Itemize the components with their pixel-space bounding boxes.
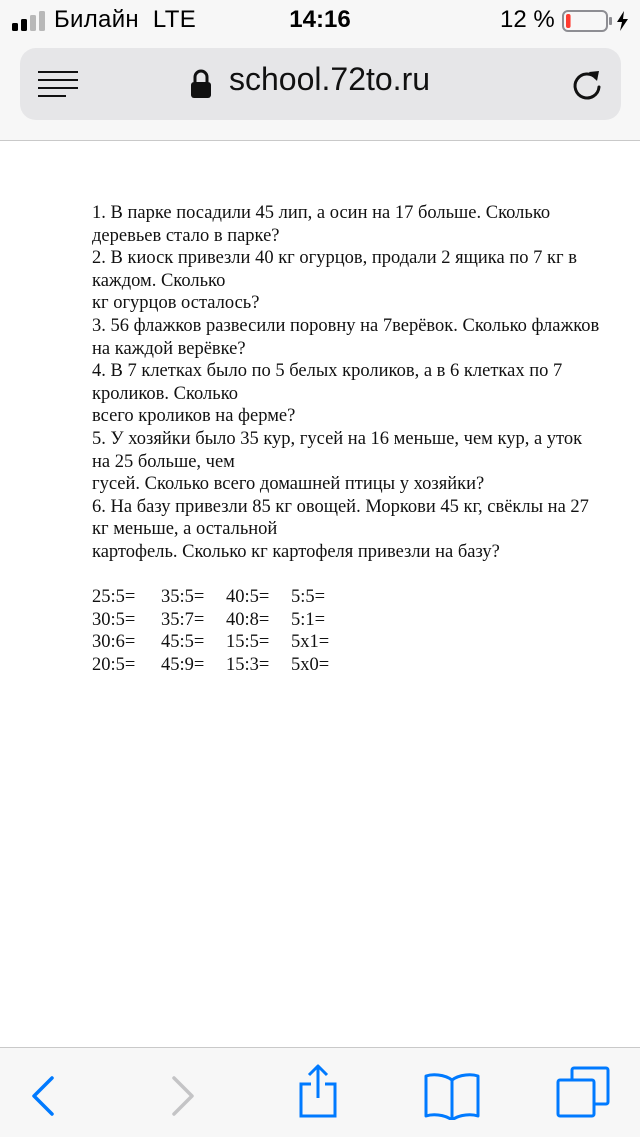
reload-icon[interactable] (571, 68, 603, 102)
calc-row (92, 586, 351, 609)
calc-item: 40:5= (226, 587, 270, 607)
task-line: 5. У хозяйки было 35 кур, гусей на 16 меньше, чем кур, а уток на 25 больше, чем (92, 428, 583, 472)
task-list (92, 202, 602, 564)
calc-item: 5x0= (291, 654, 330, 675)
calc-item: 35:7= (161, 609, 205, 630)
bookmarks-icon[interactable] (424, 1072, 480, 1120)
task-line: 1. В парке посадили 45 лип, а осин на 17 больше. Сколько деревьев стало в парке? (92, 203, 551, 246)
browser-header (0, 40, 640, 141)
calc-item: 15:5= (226, 632, 270, 653)
browser-toolbar (0, 1047, 640, 1137)
back-icon[interactable] (30, 1074, 56, 1118)
lock-icon (190, 69, 212, 99)
carrier-label: Билайн LTE (54, 6, 197, 33)
calc-item: 25:5= (92, 587, 136, 607)
battery-icon (562, 10, 634, 32)
task-line: 3. 56 флажков развесили поровну на 7верёвок. Сколько флажков на каждой верёвке? (92, 315, 600, 359)
task-line: 4. В 7 клетках было по 5 белых кроликов, а в 6 клетках по 7 кроликов. Сколько (92, 361, 563, 404)
task-line: 6. На базу привезли 85 кг овощей. Моркови 45 кг, свёклы на 27 кг меньше, а остальной (92, 496, 589, 540)
calc-item: 35:5= (161, 587, 205, 607)
calc-item: 15:3= (226, 654, 270, 675)
task-line: картофель. Сколько кг картофеля привезли на базу? (92, 541, 500, 562)
calc-row (92, 654, 351, 677)
task-line: гусей. Сколько всего домашней птицы у хозяйки? (92, 474, 485, 495)
calc-item: 5:1= (291, 609, 326, 630)
calc-item: 5x1= (291, 632, 330, 653)
task-line: 2. В киоск привезли 40 кг огурцов, продали 2 ящика по 7 кг в каждом. Сколько (92, 248, 577, 291)
battery-percent: 12 % (500, 6, 555, 33)
charging-bolt-icon (617, 11, 628, 31)
calc-item: 30:5= (92, 609, 136, 630)
calc-row (92, 609, 351, 632)
calc-row (92, 631, 351, 654)
calculation-grid (92, 586, 351, 676)
address-bar[interactable] (20, 48, 621, 120)
calc-item: 45:5= (161, 632, 205, 653)
reader-view-icon[interactable] (38, 70, 80, 100)
calc-item: 5:5= (291, 587, 326, 607)
battery-fill (566, 14, 571, 28)
calc-item: 20:5= (92, 654, 136, 675)
task-line: всего кроликов на ферме? (92, 406, 296, 427)
forward-icon[interactable] (170, 1074, 196, 1118)
task-line: кг огурцов осталось? (92, 293, 260, 314)
url-text[interactable]: school.72to.ru (229, 61, 431, 97)
calc-item: 40:8= (226, 609, 270, 630)
share-icon[interactable] (297, 1064, 339, 1118)
calc-item: 30:6= (92, 632, 136, 653)
calc-item: 45:9= (161, 654, 205, 675)
status-bar (0, 0, 640, 40)
tabs-icon[interactable] (556, 1066, 610, 1118)
status-time: 14:16 (289, 6, 351, 33)
